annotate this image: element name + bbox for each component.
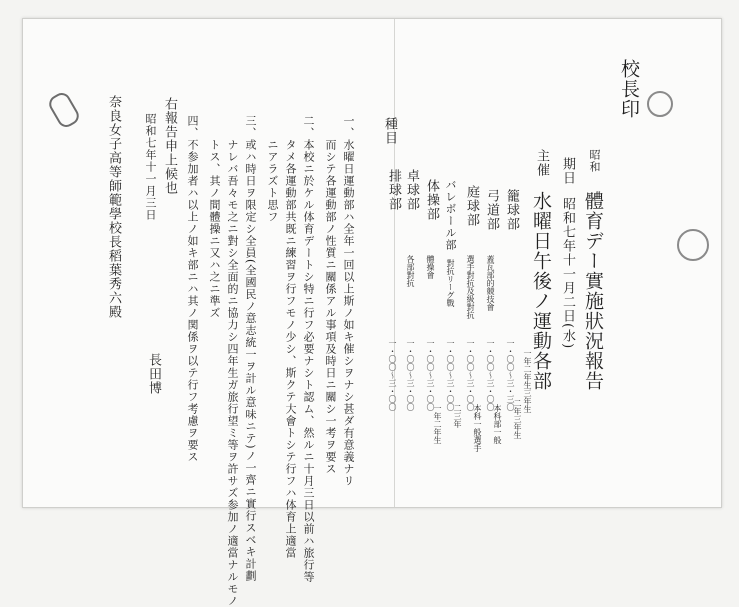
seal-stamp-2 — [677, 229, 709, 261]
date-prefix: 昭和 — [588, 149, 601, 173]
club-name: 卓球部 — [404, 169, 419, 211]
participant-note: 本科一般選手 — [473, 404, 482, 452]
club-name: 体操部 — [424, 179, 439, 221]
participant-note: 二年三年生 — [513, 399, 522, 439]
club-time: 一・〇〇〜三・〇〇 — [388, 339, 397, 411]
club-note: 對抗リーグ戰 — [446, 259, 455, 307]
club-name: 庭球部 — [464, 185, 479, 227]
body-paragraph: 三、或ハ時日ヲ限定シ全員(全國民ノ意志統一ヲ計ル意味ニテ)ノ一齊ニ實行スベキ計劃 — [244, 115, 257, 582]
body-paragraph: 而シテ各運動部ノ性質ニ關係アル事項及時日ニ關シ一考ヲ要ス — [324, 115, 337, 475]
club-time: 一・〇〇〜三・〇〇 — [486, 339, 495, 411]
club-time: 一・〇〇〜三・〇〇 — [446, 339, 455, 411]
club-note: 體操會 — [426, 255, 435, 279]
club-note: 選手對抗及級對抗 — [466, 255, 475, 319]
main-value: 水曜日午後ノ運動各部 — [530, 191, 552, 391]
body-paragraph: 四、不参加者ハ以上ノ如キ部ニハ其ノ関係ヲ以テ行フ考慮ヲ要ス — [186, 115, 199, 463]
body-paragraph: ニアラズト思フ — [266, 115, 279, 223]
club-time: 一・〇〇〜三・〇〇 — [466, 339, 475, 411]
body-paragraph: ナレバ吾々モ之ニ對シ全面的ニ協力シ四年生ガ旅行望ミ等ヲ許サズ参加ノ適當ナルモノ — [226, 115, 239, 607]
closing-label: 右報告申上候也 — [162, 97, 177, 195]
document-title: 體育デー實施狀況報告 — [582, 191, 604, 391]
body-paragraph: 二、本校ニ於ケル体育デートシ特ニ行フ必要ナシト認ム、然ルニ十月三日以前ハ旅行等 — [302, 115, 315, 583]
seal-stamp — [647, 91, 673, 117]
approval-stamp-label: 校長印 — [618, 59, 640, 119]
date-value: 昭和七年十一月二日(水) — [560, 197, 575, 350]
page-fold — [394, 19, 395, 507]
club-name: 排球部 — [386, 169, 401, 211]
club-time: 一・〇〇〜三・〇〇 — [426, 339, 435, 411]
section-label: 種目 — [382, 117, 397, 145]
participant-note: 二三年 — [453, 404, 462, 428]
club-name: バレボール部 — [444, 179, 457, 251]
sender-name: 長田博 — [146, 353, 161, 395]
document-sheet — [22, 18, 722, 607]
main-label: 主催 — [534, 149, 549, 177]
participant-note: 一年二年生三年生 — [523, 349, 532, 413]
body-paragraph: 一、水曜日運動部ハ全年一回以上斯ノ如キ催シヲナシ甚ダ有意義ナリ — [342, 115, 355, 487]
club-note: 各部對抗 — [406, 255, 415, 287]
addressee: 奈良女子高等師範學校長稻葉秀六殿 — [106, 95, 121, 319]
closing-date: 昭和七年十一月三日 — [144, 113, 157, 221]
club-time: 一・〇〇〜三・〇〇 — [406, 339, 415, 411]
paper-clip-mark — [46, 90, 82, 130]
body-paragraph: トス、其ノ間體操ニ又ハ之ニ準ズ — [208, 115, 221, 319]
club-name: 弓道部 — [484, 189, 499, 231]
club-name: 籠球部 — [504, 189, 519, 231]
club-time: 一・〇〇〜三・三〇 — [506, 339, 515, 411]
participant-note: 一年二年生 — [433, 404, 442, 444]
date-label: 期日 — [560, 157, 575, 185]
body-paragraph: タメ各運動部共既ニ練習ヲ行フモノ少シ、斯クテ大會トシテ行フハ体育上適當 — [284, 115, 297, 559]
participant-note: 本科部一般 — [493, 404, 502, 444]
club-note: 蓋瓦部的競技會 — [486, 255, 495, 311]
